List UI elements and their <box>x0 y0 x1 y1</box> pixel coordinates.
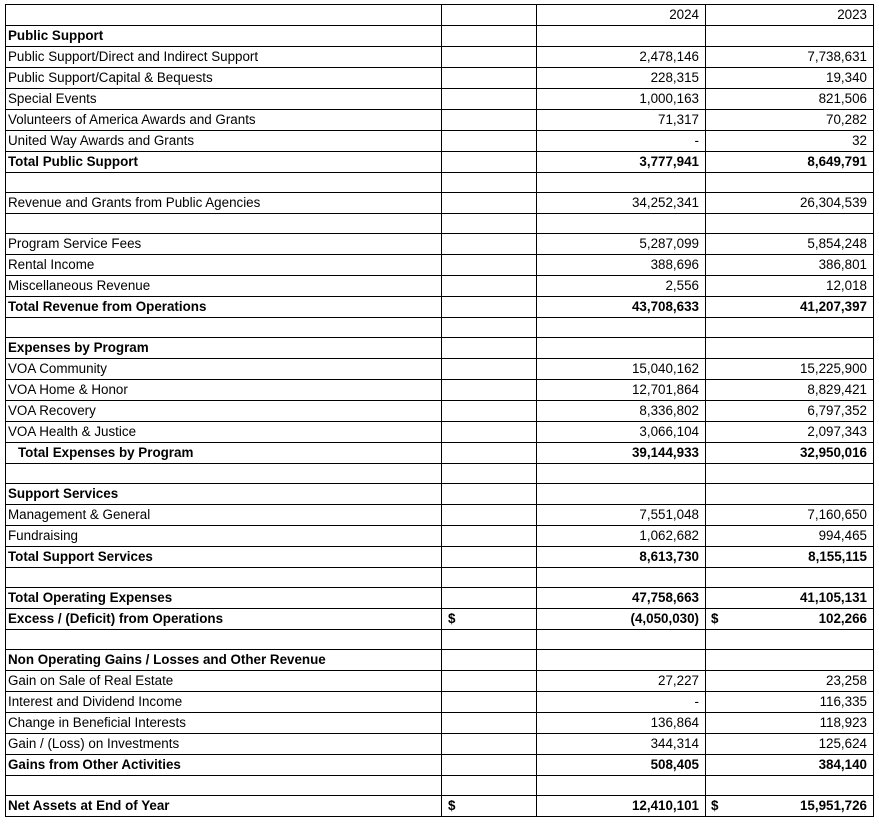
value-2023: 8,649,791 <box>807 154 867 169</box>
line-item-row <box>6 234 874 255</box>
value-2024-cell[interactable] <box>537 380 706 401</box>
value-2023-cell[interactable] <box>706 422 874 443</box>
currency-cell[interactable] <box>442 89 537 110</box>
currency-cell[interactable] <box>442 630 537 650</box>
value-2023-cell[interactable] <box>706 568 874 588</box>
value-2023: 15,951,726 <box>799 798 867 813</box>
value-2024: 27,227 <box>658 673 699 688</box>
value-2023-cell[interactable] <box>706 89 874 110</box>
value-2023-cell[interactable] <box>706 131 874 152</box>
header-label-cell[interactable] <box>6 5 442 26</box>
row-label-cell[interactable] <box>6 214 442 234</box>
value-2024: 136,864 <box>650 715 699 730</box>
row-label-cell[interactable] <box>6 173 442 193</box>
value-2024-cell[interactable] <box>537 671 706 692</box>
value-2023: 821,506 <box>818 91 867 106</box>
value-2023-cell[interactable] <box>706 193 874 214</box>
line-item-row <box>6 131 874 152</box>
value-2024-cell[interactable] <box>537 755 706 776</box>
value-2024: 7,551,048 <box>639 507 699 522</box>
value-2023-cell[interactable] <box>706 47 874 68</box>
currency-2023-symbol: $ <box>711 798 719 813</box>
value-2024-cell[interactable] <box>537 796 706 817</box>
value-2023: 7,738,631 <box>807 49 867 64</box>
value-2024-cell[interactable] <box>537 234 706 255</box>
row-label-cell[interactable]: Total Expenses by Program <box>6 443 442 464</box>
section-header-row <box>6 484 874 505</box>
total-row <box>6 796 874 817</box>
value-2024-cell[interactable] <box>537 692 706 713</box>
line-item-row <box>6 110 874 131</box>
currency-cell[interactable] <box>442 650 537 671</box>
line-item-row <box>6 380 874 401</box>
value-2023: 8,155,115 <box>808 549 867 564</box>
value-2023-cell[interactable] <box>706 443 874 464</box>
blank-row <box>6 630 874 650</box>
currency-cell[interactable] <box>442 47 537 68</box>
year-header-row <box>6 5 874 26</box>
value-2024: 388,696 <box>650 257 699 272</box>
blank-row <box>6 776 874 796</box>
value-2023-cell[interactable] <box>706 110 874 131</box>
line-item-row <box>6 359 874 380</box>
row-label-cell[interactable]: Volunteers of America Awards and Grants <box>6 110 442 131</box>
row-label-cell[interactable]: United Way Awards and Grants <box>6 131 442 152</box>
value-2023-cell[interactable] <box>706 214 874 234</box>
value-2024: 2,478,146 <box>639 49 699 64</box>
value-2023-cell[interactable] <box>706 173 874 193</box>
value-2023-cell[interactable] <box>706 276 874 297</box>
value-2023-cell[interactable] <box>706 484 874 505</box>
value-2024-cell[interactable] <box>537 547 706 568</box>
value-2023: 41,207,397 <box>799 299 867 314</box>
value-2023-cell[interactable] <box>706 297 874 318</box>
currency-cell[interactable] <box>442 401 537 422</box>
value-2024: 34,252,341 <box>631 195 699 210</box>
value-2023-cell[interactable] <box>706 255 874 276</box>
row-label-cell[interactable]: Interest and Dividend Income <box>6 692 442 713</box>
row-label-cell[interactable] <box>6 464 442 484</box>
currency-cell[interactable] <box>442 547 537 568</box>
value-2023: 384,140 <box>818 757 867 772</box>
value-2023: 118,923 <box>819 715 867 730</box>
value-2023-cell[interactable] <box>706 630 874 650</box>
value-2024: 12,701,864 <box>631 382 699 397</box>
value-2024: (4,050,030) <box>630 611 699 626</box>
value-2024: 12,410,101 <box>631 798 699 813</box>
value-2023-cell[interactable] <box>706 318 874 338</box>
value-2023-cell[interactable] <box>706 380 874 401</box>
value-2024-cell[interactable] <box>537 276 706 297</box>
total-row <box>6 152 874 173</box>
value-2024: 8,613,730 <box>639 549 699 564</box>
row-label-cell[interactable]: Program Service Fees <box>6 234 442 255</box>
row-label-cell[interactable]: Public Support/Direct and Indirect Support <box>6 47 442 68</box>
line-item-row <box>6 276 874 297</box>
value-2024-cell[interactable] <box>537 131 706 152</box>
value-2024-cell[interactable] <box>537 318 706 338</box>
row-label-cell[interactable]: Rental Income <box>6 255 442 276</box>
value-2024-cell[interactable] <box>537 713 706 734</box>
value-2023: 7,160,650 <box>807 507 867 522</box>
line-item-row <box>6 47 874 68</box>
value-2024-cell[interactable] <box>537 89 706 110</box>
value-2023-cell[interactable] <box>706 464 874 484</box>
value-2023: 2,097,343 <box>807 424 867 439</box>
currency-cell[interactable] <box>442 338 537 359</box>
line-item-row <box>6 401 874 422</box>
row-label-cell[interactable]: VOA Health & Justice <box>6 422 442 443</box>
row-label-cell[interactable] <box>6 630 442 650</box>
value-2024-cell[interactable] <box>537 609 706 630</box>
value-2023: 70,282 <box>826 112 867 127</box>
value-2024: - <box>694 694 699 709</box>
value-2024-cell[interactable] <box>537 443 706 464</box>
total-row <box>6 297 874 318</box>
currency-cell[interactable] <box>442 193 537 214</box>
currency-cell[interactable] <box>442 484 537 505</box>
row-label-cell[interactable]: Total Revenue from Operations <box>6 297 442 318</box>
row-label-cell[interactable]: Total Support Services <box>6 547 442 568</box>
total-row <box>6 609 874 630</box>
value-2023-cell[interactable] <box>706 650 874 671</box>
value-2023-cell[interactable] <box>706 796 874 817</box>
value-2024-cell[interactable] <box>537 193 706 214</box>
value-2024: 3,066,104 <box>639 424 699 439</box>
line-item-row <box>6 68 874 89</box>
row-label-cell[interactable]: Management & General <box>6 505 442 526</box>
currency-cell[interactable] <box>442 776 537 796</box>
currency-cell[interactable] <box>442 671 537 692</box>
value-2024-cell[interactable] <box>537 464 706 484</box>
currency-cell[interactable] <box>442 422 537 443</box>
line-item-row <box>6 422 874 443</box>
section-header-row <box>6 338 874 359</box>
value-2024-cell[interactable] <box>537 505 706 526</box>
value-2023-cell[interactable] <box>706 338 874 359</box>
value-2023: 8,829,421 <box>807 382 867 397</box>
value-2023: 32 <box>852 133 867 148</box>
section-header-row <box>6 26 874 47</box>
currency-cell[interactable] <box>442 110 537 131</box>
currency-cell[interactable] <box>442 297 537 318</box>
value-2023: 102,266 <box>818 611 867 626</box>
value-2023: 125,624 <box>818 736 867 751</box>
row-label-cell[interactable]: Change in Beneficial Interests <box>6 713 442 734</box>
value-2024: 43,708,633 <box>631 299 699 314</box>
total-row <box>6 547 874 568</box>
blank-row <box>6 173 874 193</box>
row-label-cell[interactable]: VOA Home & Honor <box>6 380 442 401</box>
value-2024-cell[interactable] <box>537 588 706 609</box>
currency-cell[interactable] <box>442 255 537 276</box>
value-2023-cell[interactable] <box>706 671 874 692</box>
value-2024-cell[interactable] <box>537 526 706 547</box>
value-2024-cell[interactable] <box>537 152 706 173</box>
value-2023-cell[interactable] <box>706 713 874 734</box>
value-2023: 386,801 <box>818 257 867 272</box>
currency-cell[interactable] <box>442 359 537 380</box>
value-2024-cell[interactable] <box>537 359 706 380</box>
value-2023-cell[interactable] <box>706 692 874 713</box>
row-label-cell[interactable] <box>6 318 442 338</box>
row-label-cell[interactable]: Public Support <box>6 26 442 47</box>
header-currency-cell[interactable] <box>442 5 537 26</box>
currency-cell[interactable] <box>442 588 537 609</box>
currency-cell[interactable] <box>442 380 537 401</box>
value-2024-cell[interactable] <box>537 214 706 234</box>
value-2024: 344,314 <box>650 736 699 751</box>
value-2023: 5,854,248 <box>807 236 867 251</box>
value-2024-cell[interactable] <box>537 173 706 193</box>
total-row <box>6 588 874 609</box>
row-label-cell[interactable]: Support Services <box>6 484 442 505</box>
currency-cell[interactable] <box>442 713 537 734</box>
row-label-cell[interactable]: Gain on Sale of Real Estate <box>6 671 442 692</box>
value-2024: 508,405 <box>650 757 699 772</box>
row-label-cell[interactable]: Expenses by Program <box>6 338 442 359</box>
value-2024-cell[interactable] <box>537 484 706 505</box>
value-2024: 3,777,941 <box>639 154 699 169</box>
value-2024: - <box>694 133 699 148</box>
line-item-row <box>6 505 874 526</box>
value-2023-cell[interactable] <box>706 776 874 796</box>
value-2024: 47,758,663 <box>631 590 699 605</box>
line-item-row <box>6 713 874 734</box>
currency-cell[interactable] <box>442 692 537 713</box>
currency-cell[interactable]: $ <box>442 609 537 630</box>
value-2023: 19,340 <box>826 70 867 85</box>
row-label-cell[interactable]: Net Assets at End of Year <box>6 796 442 817</box>
blank-row <box>6 214 874 234</box>
currency-cell[interactable] <box>442 734 537 755</box>
currency-cell[interactable] <box>442 234 537 255</box>
value-2024: 39,144,933 <box>631 445 699 460</box>
value-2023: 32,950,016 <box>799 445 867 460</box>
row-label-cell[interactable]: Revenue and Grants from Public Agencies <box>6 193 442 214</box>
value-2023: 26,304,539 <box>799 195 867 210</box>
blank-row <box>6 318 874 338</box>
value-2024-cell[interactable] <box>537 26 706 47</box>
row-label-cell[interactable]: Miscellaneous Revenue <box>6 276 442 297</box>
currency-cell[interactable]: $ <box>442 796 537 817</box>
currency-cell[interactable] <box>442 443 537 464</box>
value-2024-cell[interactable] <box>537 776 706 796</box>
value-2024-cell[interactable] <box>537 297 706 318</box>
value-2024: 8,336,802 <box>639 403 699 418</box>
row-label-cell[interactable]: Gains from Other Activities <box>6 755 442 776</box>
value-2024-cell[interactable] <box>537 255 706 276</box>
currency-cell[interactable] <box>442 755 537 776</box>
line-item-row <box>6 526 874 547</box>
value-2024-cell[interactable] <box>537 110 706 131</box>
value-2023-cell[interactable] <box>706 359 874 380</box>
value-2023: 116,335 <box>819 694 867 709</box>
value-2023: 41,105,131 <box>799 590 867 605</box>
value-2024: 5,287,099 <box>639 236 699 251</box>
row-label-cell[interactable] <box>6 568 442 588</box>
value-2024-cell[interactable] <box>537 568 706 588</box>
section-header-row <box>6 650 874 671</box>
currency-cell[interactable] <box>442 276 537 297</box>
value-2023-cell[interactable] <box>706 547 874 568</box>
row-label-cell[interactable]: Gain / (Loss) on Investments <box>6 734 442 755</box>
currency-cell[interactable] <box>442 464 537 484</box>
row-label-cell[interactable]: Public Support/Capital & Bequests <box>6 68 442 89</box>
currency-cell[interactable] <box>442 214 537 234</box>
total-row <box>6 755 874 776</box>
total-row <box>6 443 874 464</box>
value-2024-cell[interactable] <box>537 401 706 422</box>
value-2024-cell[interactable] <box>537 338 706 359</box>
value-2023-cell[interactable] <box>706 588 874 609</box>
value-2023-cell[interactable] <box>706 505 874 526</box>
currency-cell[interactable] <box>442 526 537 547</box>
value-2024: 15,040,162 <box>631 361 699 376</box>
row-label-cell[interactable]: Total Public Support <box>6 152 442 173</box>
value-2024-cell[interactable] <box>537 47 706 68</box>
value-2023-cell[interactable] <box>706 609 874 630</box>
value-2024: 1,062,682 <box>639 528 699 543</box>
row-label-cell[interactable]: Excess / (Deficit) from Operations <box>6 609 442 630</box>
value-2024-cell[interactable] <box>537 650 706 671</box>
row-label-cell[interactable]: Total Operating Expenses <box>6 588 442 609</box>
value-2023: 23,258 <box>826 673 867 688</box>
value-2023-cell[interactable] <box>706 26 874 47</box>
currency-cell[interactable] <box>442 131 537 152</box>
currency-cell[interactable] <box>442 26 537 47</box>
value-2024-cell[interactable] <box>537 630 706 650</box>
blank-row <box>6 568 874 588</box>
currency-2023-symbol: $ <box>711 611 719 626</box>
value-2023: 15,225,900 <box>799 361 867 376</box>
value-2023-cell[interactable] <box>706 734 874 755</box>
currency-cell[interactable] <box>442 505 537 526</box>
row-label-cell[interactable]: VOA Recovery <box>6 401 442 422</box>
line-item-row <box>6 692 874 713</box>
value-2023-cell[interactable] <box>706 526 874 547</box>
currency-cell[interactable] <box>442 68 537 89</box>
currency-cell[interactable] <box>442 568 537 588</box>
row-label-cell[interactable]: Fundraising <box>6 526 442 547</box>
line-item-row <box>6 193 874 214</box>
row-label-cell[interactable]: Non Operating Gains / Losses and Other Revenue <box>6 650 442 671</box>
value-2023-cell[interactable] <box>706 755 874 776</box>
financial-statement-table <box>5 4 874 817</box>
value-2023: 994,465 <box>818 528 867 543</box>
value-2023-cell[interactable] <box>706 401 874 422</box>
currency-cell[interactable] <box>442 318 537 338</box>
value-2024: 1,000,163 <box>639 91 699 106</box>
row-label-cell[interactable]: Special Events <box>6 89 442 110</box>
value-2024-cell[interactable] <box>537 422 706 443</box>
line-item-row <box>6 734 874 755</box>
value-2023-cell[interactable] <box>706 68 874 89</box>
value-2024: 71,317 <box>658 112 699 127</box>
currency-cell[interactable] <box>442 173 537 193</box>
value-2023-cell[interactable] <box>706 152 874 173</box>
line-item-row <box>6 671 874 692</box>
year-2023-header[interactable]: 2023 <box>706 5 874 26</box>
year-2024-header[interactable]: 2024 <box>537 5 706 26</box>
value-2023: 6,797,352 <box>807 403 867 418</box>
line-item-row <box>6 255 874 276</box>
value-2023: 12,018 <box>826 278 867 293</box>
currency-cell[interactable] <box>442 152 537 173</box>
value-2024: 228,315 <box>650 70 699 85</box>
line-item-row <box>6 89 874 110</box>
row-label-cell[interactable]: VOA Community <box>6 359 442 380</box>
value-2024: 2,556 <box>665 278 699 293</box>
value-2024-cell[interactable] <box>537 68 706 89</box>
row-label-cell[interactable] <box>6 776 442 796</box>
value-2023-cell[interactable] <box>706 234 874 255</box>
value-2024-cell[interactable] <box>537 734 706 755</box>
blank-row <box>6 464 874 484</box>
